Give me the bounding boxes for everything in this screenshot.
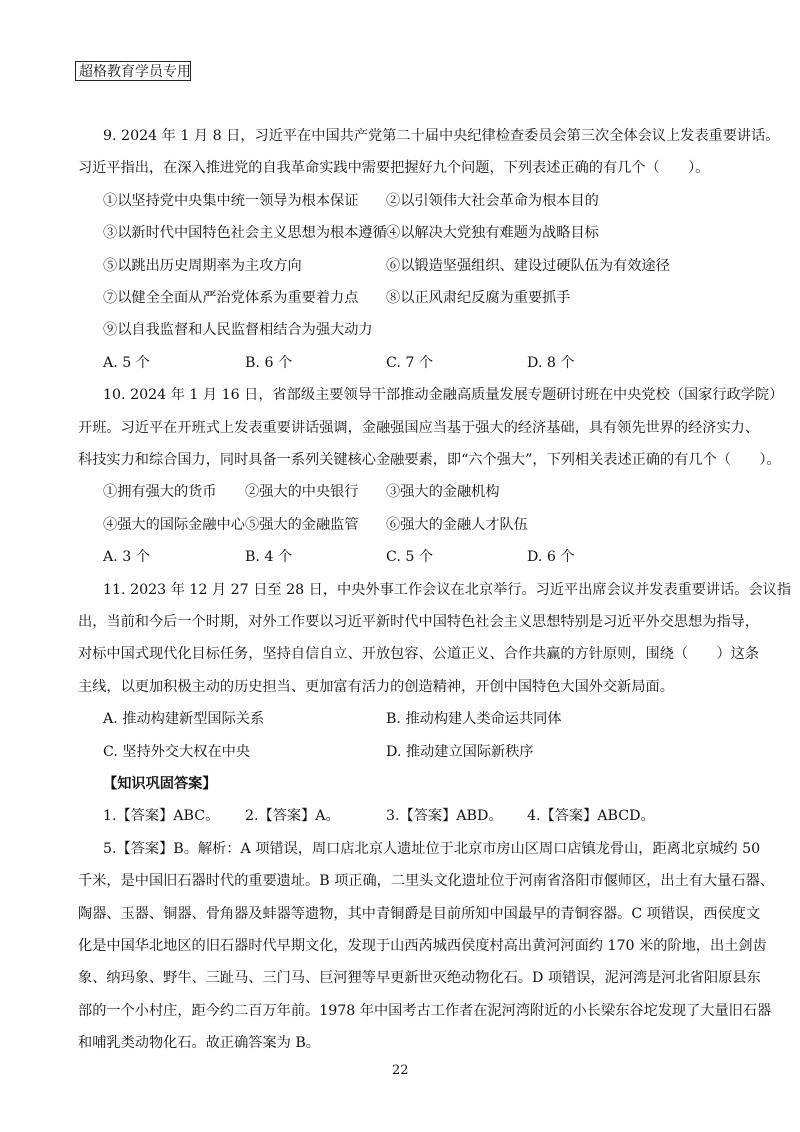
q10-item-6: ⑥强大的金融人才队伍 <box>386 517 528 533</box>
q9-item-3: ③以新时代中国特色社会主义思想为根本遵循 <box>103 225 387 241</box>
q9-option-d: D. 8 个 <box>527 355 575 371</box>
q10-item-5: ⑤强大的金融监管 <box>245 517 359 533</box>
answer-3: 3.【答案】ABD。 <box>386 808 503 824</box>
answer-5-line-4: 化是中国华北地区的旧石器时代早期文化，发现于山西芮城西侯度村高出黄河河面约 170 米的阶地，出土剑齿 <box>78 938 767 954</box>
q9-line-2: 习近平指出，在深入推进党的自我革命实践中需要把握好九个问题，下列表述正确的有几个（ ）。 <box>78 160 710 176</box>
q10-item-1: ①拥有强大的货币 <box>103 484 217 500</box>
answer-5-line-1: 5.【答案】B。解析：A 项错误，周口店北京人遗址位于北京市房山区周口店镇龙骨山，距离北京城约 50 <box>103 841 761 857</box>
q9-item-1: ①以坚持党中央集中统一领导为根本保证 <box>103 193 359 209</box>
answer-5-line-3: 陶器、玉器、铜器、骨角器及蚌器等遗物，其中青铜爵是目前所知中国最早的青铜容器。C 项错误，西侯度文 <box>78 906 761 922</box>
q10-line-2: 开班。习近平在开班式上发表重要讲话强调，金融强国应当基于强大的经济基础，具有领先世界的经济实力、 <box>78 420 760 436</box>
answers-heading: 【知识巩固答案】 <box>103 776 217 792</box>
q9-item-2: ②以引领伟大社会革命为根本目的 <box>386 193 599 209</box>
q9-line-1: 9. 2024 年 1 月 8 日，习近平在中国共产党第二十届中央纪律检查委员会第三次全体会议上发表重要讲话。 <box>103 128 780 144</box>
q9-item-8: ⑧以正风肃纪反腐为重要抓手 <box>386 290 571 306</box>
q10-option-c: C. 5 个 <box>386 549 434 565</box>
answer-2: 2.【答案】A。 <box>245 808 340 824</box>
q10-item-4: ④强大的国际金融中心 <box>103 517 245 533</box>
q11-line-2: 出，当前和今后一个时期，对外工作要以习近平新时代中国特色社会主义思想特别是习近平外交思想为指导， <box>78 614 760 630</box>
q10-line-3: 科技实力和综合国力，同时具备一系列关键核心金融要素，即“六个强大”，下列相关表述正确的有几个（ ）。 <box>78 452 781 468</box>
q11-line-4: 主线，以更加积极主动的历史担当、更加富有活力的创造精神，开创中国特色大国外交新局面。 <box>78 679 674 695</box>
q10-option-b: B. 4 个 <box>245 549 293 565</box>
q10-item-3: ③强大的金融机构 <box>386 484 500 500</box>
q10-option-d: D. 6 个 <box>527 549 575 565</box>
q10-option-a: A. 3 个 <box>103 549 150 565</box>
header-label: 超格教育学员专用 <box>75 61 191 81</box>
answer-5-line-5: 象、纳玛象、野牛、三趾马、三门马、巨河狸等早更新世灭绝动物化石。D 项错误，泥河湾是河北省阳原县东 <box>78 970 761 986</box>
q11-line-3: 对标中国式现代化目标任务，坚持自信自立、开放包容、公道正义、合作共赢的方针原则，围绕（ ）这条 <box>78 646 760 662</box>
q9-option-c: C. 7 个 <box>386 355 434 371</box>
q9-option-a: A. 5 个 <box>103 355 150 371</box>
q9-item-5: ⑤以跳出历史周期率为主攻方向 <box>103 258 302 274</box>
q11-line-1: 11. 2023 年 12 月 27 日至 28 日，中央外事工作会议在北京举行。习近平出席会议并发表重要讲话。会议指 <box>103 582 792 598</box>
q9-item-7: ⑦以健全全面从严治党体系为重要着力点 <box>103 290 359 306</box>
answer-1: 1.【答案】ABC。 <box>103 808 220 824</box>
answer-4: 4.【答案】ABCD。 <box>527 808 655 824</box>
q10-item-2: ②强大的中央银行 <box>245 484 359 500</box>
q9-option-b: B. 6 个 <box>245 355 293 371</box>
q9-item-6: ⑥以锻造坚强组织、建设过硬队伍为有效途径 <box>386 258 670 274</box>
q9-item-9: ⑨以自我监督和人民监督相结合为强大动力 <box>103 322 373 338</box>
answer-5-line-2: 千米，是中国旧石器时代的重要遗址。B 项正确，二里头文化遗址位于河南省洛阳市偃师区，出土有大量石器、 <box>78 873 774 889</box>
q9-item-4: ④以解决大党独有难题为战略目标 <box>386 225 599 241</box>
answer-5-line-6: 部的一个小村庄，距今约二百万年前。1978 年中国考古工作者在泥河湾附近的小长梁东谷坨发现了大量旧石器 <box>78 1003 772 1019</box>
answer-5-line-7: 和哺乳类动物化石。故正确答案为 B。 <box>78 1035 320 1051</box>
q11-option-c: C. 坚持外交大权在中央 <box>103 744 251 760</box>
page-number: 22 <box>392 1063 409 1078</box>
q11-option-d: D. 推动建立国际新秩序 <box>386 744 534 760</box>
q10-line-1: 10. 2024 年 1 月 16 日，省部级主要领导干部推动金融高质量发展专题研讨班在中央党校（国家行政学院） <box>103 387 784 403</box>
q11-option-b: B. 推动构建人类命运共同体 <box>386 711 562 727</box>
q11-option-a: A. 推动构建新型国际关系 <box>103 711 265 727</box>
